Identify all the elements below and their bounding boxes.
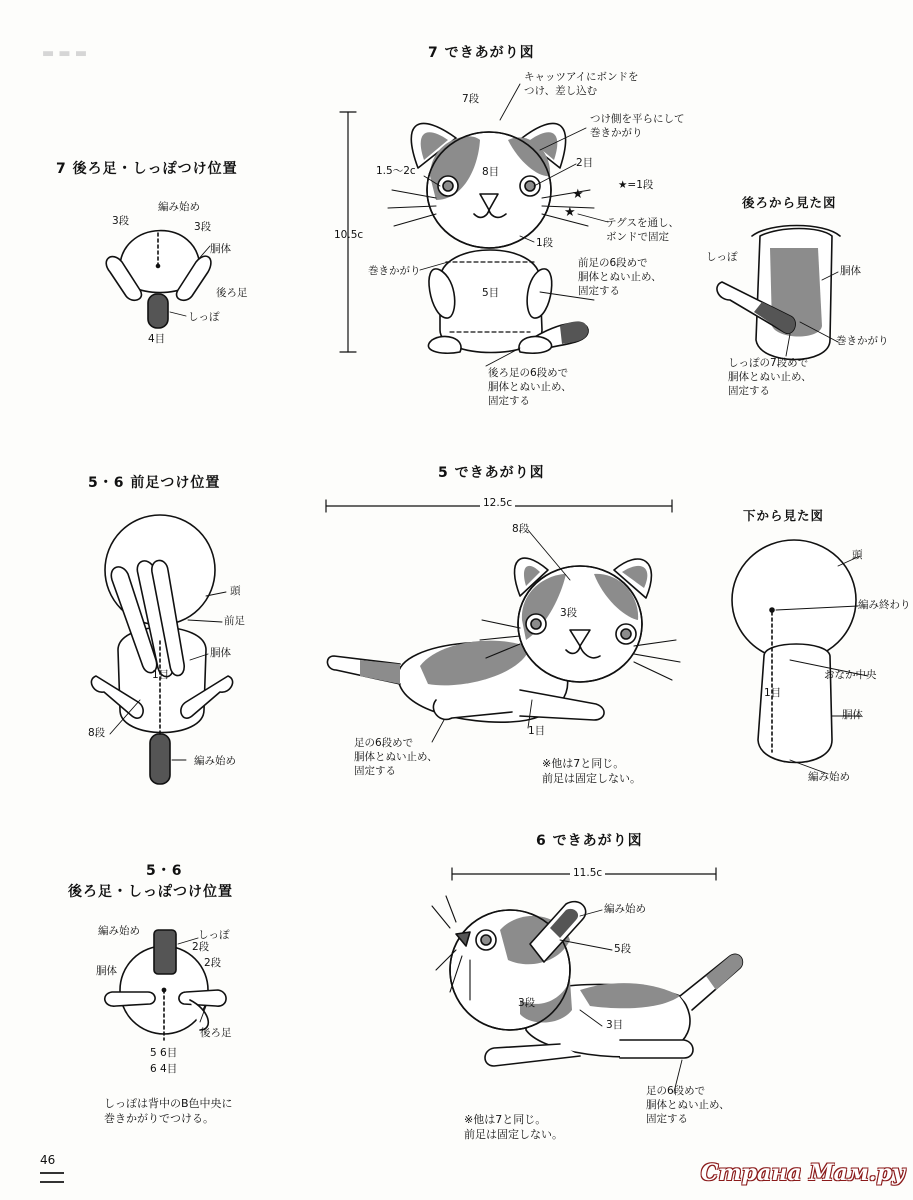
s7-label-tegusu: テグスを通し、 ボンドで固定 (606, 217, 679, 243)
s7-label-row1: 1段 (536, 237, 554, 249)
s56-front-title: 5・6 前足つけ位置 (88, 475, 221, 491)
s56h-label-tail: しっぽ (198, 929, 230, 941)
s7-back-drawing (717, 226, 840, 360)
s5-cat-drawing (327, 558, 680, 722)
s56f-label-row8: 8段 (88, 727, 106, 739)
s7-label-row8: 8目 (482, 166, 500, 178)
s6-width-dimension: 11.5c (570, 866, 605, 880)
s5-label-leg-note: 足の6段めで 胴体とぬい止め、 固定する (354, 737, 438, 777)
s7-label-cats-eye: キャッツアイにボンドを つけ、差し込む (524, 71, 639, 97)
s7h-label-row4: 4目 (148, 333, 166, 345)
watermark-logo: Страна Мам.ру (700, 1160, 905, 1186)
s56f-label-body: 胴体 (210, 647, 231, 659)
page-number-bars (40, 1172, 64, 1183)
s6-label-row5: 5段 (614, 943, 632, 955)
s6-label-row3m: 3目 (606, 1019, 624, 1031)
s56h-label-body: 胴体 (96, 965, 117, 977)
s7-label-row5: 5目 (482, 287, 500, 299)
s56f-label-front-leg: 前足 (224, 615, 245, 627)
s7-back-title: 後ろから見た図 (742, 195, 837, 210)
bottom-label-head: 頭 (852, 549, 863, 561)
s56f-label-head: 頭 (230, 585, 241, 597)
s6-finish-title: 6 できあがり図 (536, 833, 643, 849)
s7-label-row2: 2目 (576, 157, 594, 169)
bottom-label-row1: 1目 (764, 687, 782, 699)
s7-label-ear-gap: 1.5〜2c (376, 165, 416, 177)
s5-label-row1: 1目 (528, 725, 546, 737)
bottom-label-start: 編み始め (808, 771, 850, 783)
s56h-note: しっぽは背中のB色中央に 巻きかがりでつける。 (104, 1097, 233, 1125)
star-icon-2: ★ (564, 205, 576, 220)
s5-same-note: ※他は7と同じ。 前足は固定しない。 (542, 757, 641, 785)
bottom-label-body: 胴体 (842, 709, 863, 721)
s7-label-star-note: ★=1段 (618, 179, 654, 191)
s5-label-row3: 3段 (560, 607, 578, 619)
star-icon: ★ (572, 187, 584, 202)
s7h-label-tail: しっぽ (188, 311, 220, 323)
s6-label-row3: 3段 (518, 997, 536, 1009)
s56-hind-title-line1: 5・6 (146, 863, 183, 879)
s7-label-row7: 7段 (462, 93, 480, 105)
s6-label-leg-note: 足の6段めで 胴体とぬい止め、 固定する (646, 1085, 730, 1125)
s7h-label-hind-leg: 後ろ足 (216, 287, 248, 299)
back-label-tail: しっぽ (706, 251, 738, 263)
s7-label-hind-leg: 後ろ足の6段めで 胴体とぬい止め、 固定する (488, 367, 572, 407)
page-number: 46 (40, 1153, 56, 1167)
s56f-label-row1: 1目 (152, 669, 170, 681)
s56f-label-start: 編み始め (194, 755, 236, 767)
s7-cat-drawing (388, 123, 594, 353)
s56h-label-hind-leg: 後ろ足 (200, 1027, 232, 1039)
s6-label-start: 編み始め (604, 903, 646, 915)
s7-label-makikagari: 巻きかがり (368, 265, 421, 277)
s5-width-dimension: 12.5c (480, 496, 515, 510)
bottom-label-belly-center: おなか中央 (824, 669, 877, 681)
s56h-label-row2b: 2段 (204, 957, 222, 969)
s7-height-dimension: 10.5c (334, 229, 364, 241)
s5-label-row8: 8段 (512, 523, 530, 535)
back-label-tail-note: しっぽの7段めで 胴体とぬい止め、 固定する (728, 357, 812, 397)
s56h-label-start: 編み始め (98, 925, 140, 937)
s7h-label-body: 胴体 (210, 243, 231, 255)
s5-finish-title: 5 できあがり図 (438, 465, 545, 481)
bleed-through-text: ▬ ▬ ▬ (42, 46, 88, 61)
s56h-label-row2a: 2段 (192, 941, 210, 953)
s7-label-front-leg: 前足の6段めで 胴体とぬい止め、 固定する (578, 257, 662, 297)
s6-same-note: ※他は7と同じ。 前足は固定しない。 (464, 1113, 563, 1141)
s5-bottom-title: 下から見た図 (743, 508, 825, 523)
s7h-label-start: 編み始め (158, 201, 200, 213)
s56h-label-rows-56: 5 6目 (150, 1047, 178, 1059)
s7-finish-title: 7 できあがり図 (428, 45, 535, 61)
back-label-makikagari: 巻きかがり (836, 335, 889, 347)
back-label-body: 胴体 (840, 265, 861, 277)
s56h-label-rows-64: 6 4目 (150, 1063, 178, 1075)
s7h-label-row3a: 3段 (112, 215, 130, 227)
s7-label-flat-side: つけ側を平らにして 巻きかがり (590, 113, 685, 139)
s6-cat-drawing (432, 896, 742, 1066)
s7-hind-title: 7 後ろ足・しっぽつけ位置 (56, 161, 238, 177)
bottom-label-end: 編み終わり (858, 599, 911, 611)
s56-hind-title-line2: 後ろ足・しっぽつけ位置 (68, 884, 233, 900)
s7h-label-row3b: 3段 (194, 221, 212, 233)
s5-bottom-drawing (732, 540, 856, 763)
